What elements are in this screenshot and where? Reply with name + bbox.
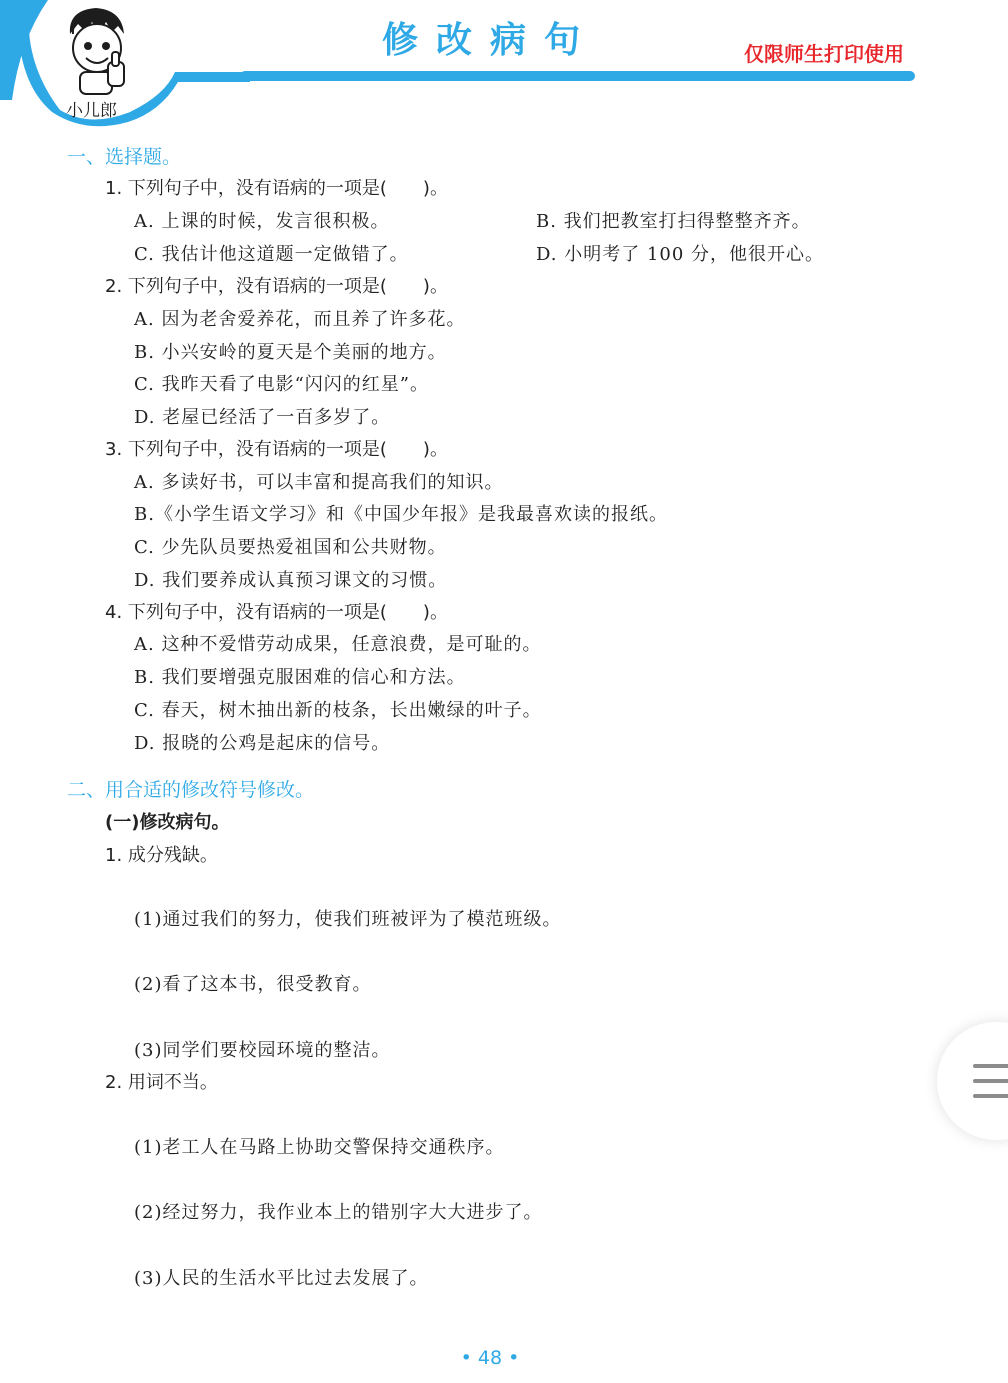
option-item: B.《小学生语文学习》和《中国少年报》是我最喜欢读的报纸。	[134, 504, 668, 525]
revision-sentence: (3)人民的生活水平比过去发展了。	[134, 1268, 429, 1289]
option-item: A. 因为老舍爱养花，而且养了许多花。	[134, 309, 466, 330]
option-item: A. 多读好书，可以丰富和提高我们的知识。	[134, 472, 504, 493]
mascot-label: 小儿郎	[66, 101, 117, 121]
revision-sentence: (3)同学们要校园环境的整洁。	[134, 1040, 391, 1061]
group-title: 1. 成分残缺。	[105, 845, 218, 866]
option-item: D. 报晓的公鸡是起床的信号。	[134, 733, 391, 754]
option-item: B. 我们要增强克服困难的信心和方法。	[134, 667, 466, 688]
revision-sentence: (1)老工人在马路上协助交警保持交通秩序。	[134, 1137, 505, 1158]
section-heading-choice: 一、选择题。	[67, 146, 182, 168]
page-title: 修改病句	[381, 20, 598, 61]
floating-menu-button[interactable]	[937, 1022, 1008, 1140]
question-stem: 1. 下列句子中，没有语病的一项是( )。	[105, 178, 448, 199]
question-stem: 2. 下列句子中，没有语病的一项是( )。	[105, 276, 448, 297]
option-item: B. 小兴安岭的夏天是个美丽的地方。	[134, 342, 447, 363]
option-item: B. 我们把教室打扫得整整齐齐。	[536, 211, 811, 232]
revision-sentence: (2)看了这本书，很受教育。	[134, 974, 372, 995]
revision-sentence: (2)经过努力，我作业本上的错别字大大进步了。	[134, 1202, 543, 1223]
question-stem: 4. 下列句子中，没有语病的一项是( )。	[105, 602, 448, 623]
subsection-heading: (一)修改病句。	[105, 812, 230, 833]
revision-sentence: (1)通过我们的努力，使我们班被评为了模范班级。	[134, 909, 562, 930]
option-item: D. 老屋已经活了一百多岁了。	[134, 407, 391, 428]
section-heading-revise: 二、用合适的修改符号修改。	[67, 779, 315, 801]
option-item: A. 这种不爱惜劳动成果，任意浪费，是可耻的。	[134, 634, 542, 655]
page-number: • 48 •	[460, 1347, 520, 1369]
group-title: 2. 用词不当。	[105, 1072, 218, 1093]
question-stem: 3. 下列句子中，没有语病的一项是( )。	[105, 439, 448, 460]
option-item: D. 小明考了 100 分，他很开心。	[536, 244, 825, 265]
option-item: D. 我们要养成认真预习课文的习惯。	[134, 570, 448, 591]
option-item: C. 我估计他这道题一定做错了。	[134, 244, 409, 265]
option-item: C. 春天，树木抽出新的枝条，长出嫩绿的叶子。	[134, 700, 542, 721]
print-restriction-note: 仅限师生打印使用	[744, 42, 904, 66]
option-item: C. 我昨天看了电影“闪闪的红星”。	[134, 374, 429, 395]
header-underline-bar	[240, 71, 915, 81]
option-item: A. 上课的时候，发言很积极。	[134, 211, 390, 232]
option-item: C. 少先队员要热爱祖国和公共财物。	[134, 537, 447, 558]
